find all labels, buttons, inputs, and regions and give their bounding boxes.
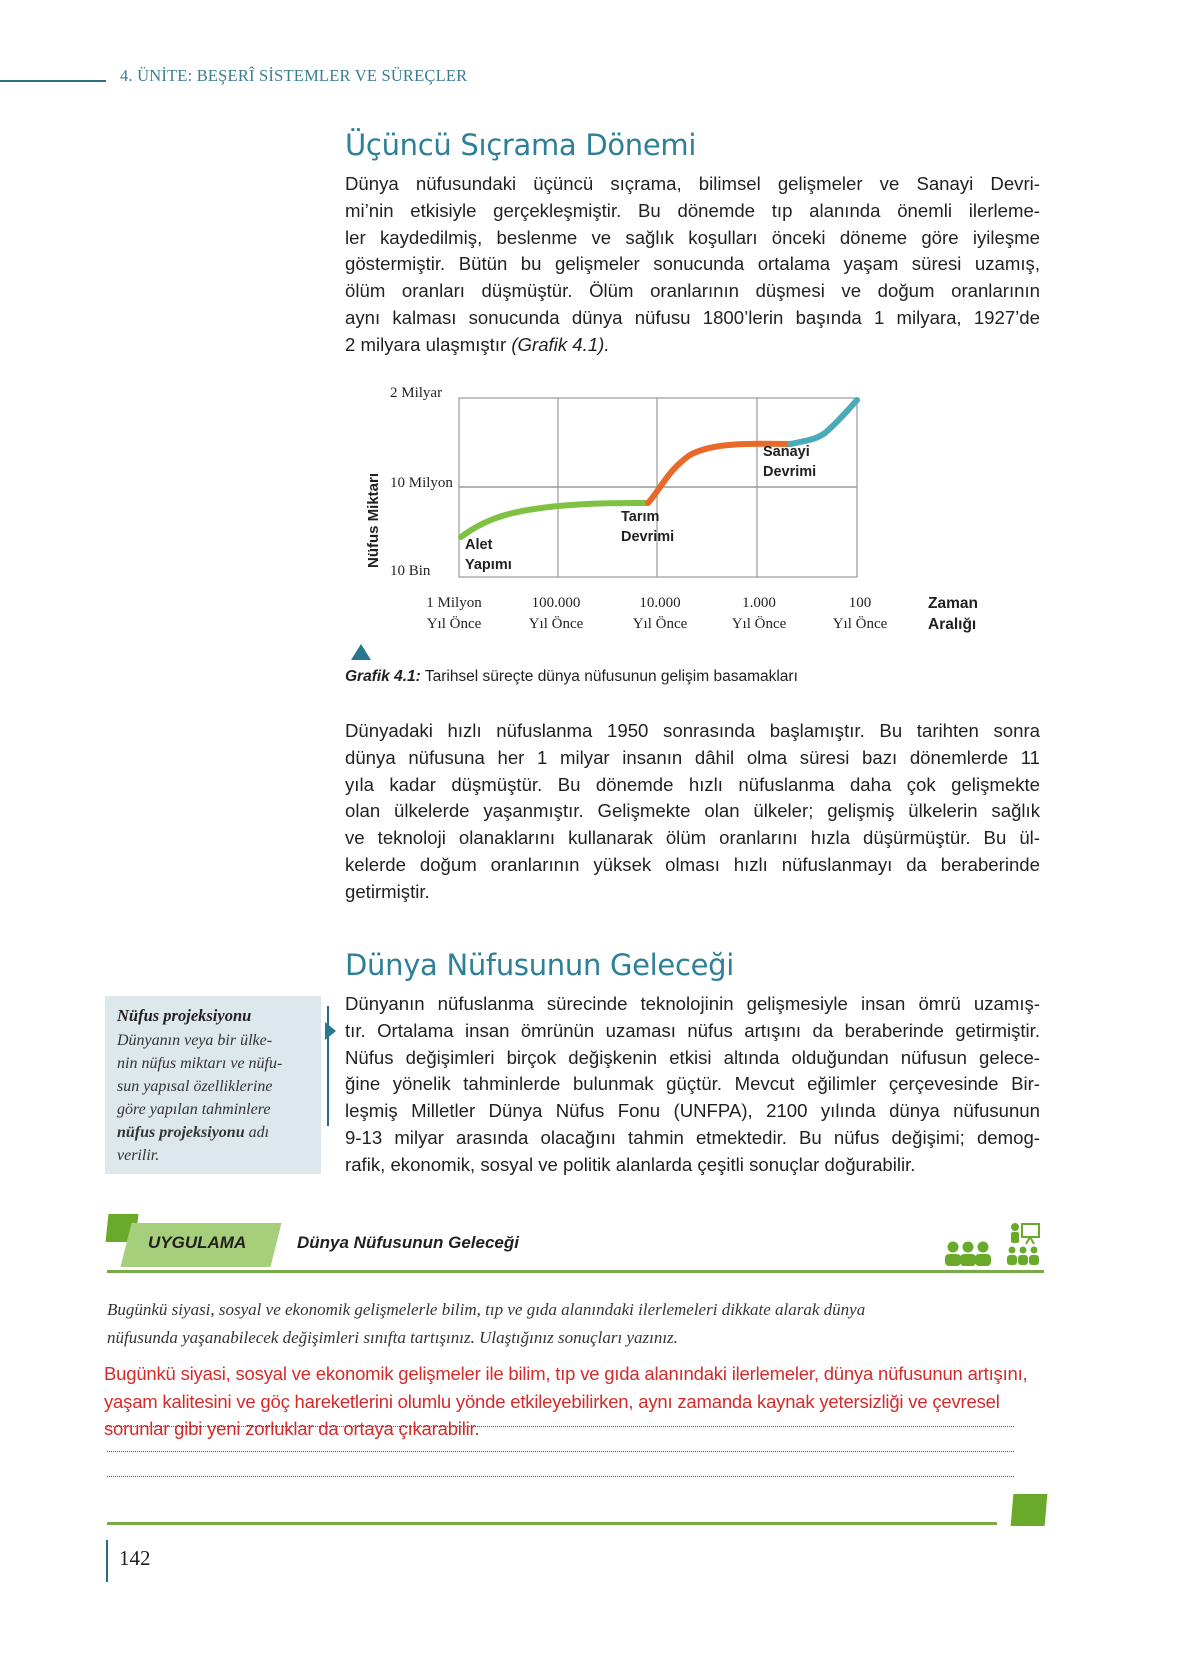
y-tick-2-billion: 2 Milyar xyxy=(390,385,443,401)
triangle-marker-icon xyxy=(351,644,371,660)
page-number: 142 xyxy=(119,1546,151,1570)
pointer-arrow-icon xyxy=(325,1022,336,1040)
y-axis-label: Nüfus Miktarı xyxy=(365,472,382,568)
tick-line: 1.000 xyxy=(742,595,776,611)
tick-line: Yıl Önce xyxy=(426,616,482,632)
tick-line: Yıl Önce xyxy=(528,616,584,632)
tick-line: Yıl Önce xyxy=(832,616,888,632)
prompt-line: nüfusunda yaşanabilecek değişimleri sınıfta tartışınız. Ulaştığınız sonuçları yazınız. xyxy=(107,1328,678,1347)
x-tick-1-million xyxy=(404,593,504,635)
definition-line: nin nüfus miktarı ve nüfu- xyxy=(117,1055,283,1072)
definition-text xyxy=(117,1029,309,1167)
annotation-agricultural-revolution xyxy=(621,507,674,547)
tick-line: 100 xyxy=(848,595,872,611)
section-title-third-leap: Üçüncü Sıçrama Dönemi xyxy=(345,128,697,162)
text-fragment: 2 milyara ulaşmıştır xyxy=(345,333,512,355)
text-line: mi’nin etkisiyle gerçekleşmiştir. Bu dönemde tıp alanında önemli ilerleme- xyxy=(345,199,1040,221)
text-line: ğine yönelik tahminlerde bulunmak güçtür. Mevcut eğilimler çerçevesinde Bir- xyxy=(345,1073,1040,1095)
y-tick-10-thousand: 10 Bin xyxy=(390,563,431,579)
text-line: Dünyanın nüfuslanma sürecinde teknolojinin gelişmesiyle insan ömrü uzamış- xyxy=(345,993,1040,1014)
definition-fragment: adı xyxy=(244,1124,270,1141)
caption-text: Tarihsel süreçte dünya nüfusunun gelişim basamakları xyxy=(420,668,798,685)
definition-bold: nüfus projeksiyonu xyxy=(117,1124,245,1141)
annotation-line: Sanayi xyxy=(763,444,810,460)
definition-line: verilir. xyxy=(117,1147,160,1164)
text-line: Dünya nüfusundaki üçüncü sıçrama, bilimsel gelişmeler ve Sanayi Devri- xyxy=(345,173,1040,194)
text-line xyxy=(345,332,1040,359)
tick-line: 10.000 xyxy=(639,595,681,611)
text-line: ve teknoloji olanaklarını kullanarak ölüm oranlarını hızla düşürmüştür. Bu ül- xyxy=(345,827,1040,849)
activity-title: Dünya Nüfusunun Geleceği xyxy=(297,1233,519,1252)
y-tick-10-million: 10 Milyon xyxy=(390,475,453,491)
prompt-line: Bugünkü siyasi, sosyal ve ekonomik gelişmelerle bilim, tıp ve gıda alanındaki ilerlemeleri dikkate alarak dünya xyxy=(107,1300,866,1319)
text-line: leşmiş Milletler Dünya Nüfus Fonu (UNFPA), 2100 yılında dünya nüfusunun xyxy=(345,1100,1040,1122)
presentation-icon xyxy=(1004,1222,1048,1268)
activity-tag: UYGULAMA xyxy=(148,1233,247,1252)
text-line: tır. Ortalama insan ömrünün uzaması nüfus artışını da beraberinde getirmiştir. xyxy=(345,1019,1040,1041)
answer-text-line: Bugünkü siyasi, sosyal ve ekonomik gelişmeler ile bilim, tıp ve gıda alanındaki ilerlemeler, dünya nüfusunun artışını, xyxy=(104,1363,1028,1384)
header-rule xyxy=(0,80,106,82)
definition-line: sun yapısal özelliklerine xyxy=(117,1078,273,1095)
text-line: yıla kadar düşmüştür. Bu dönemde hızlı nüfuslanma daha çok gelişmekte xyxy=(345,773,1040,795)
definition-term: Nüfus projeksiyonu xyxy=(117,1006,252,1025)
x-tick-10000 xyxy=(610,593,710,635)
page-number-bar xyxy=(106,1540,108,1582)
text-line: 9-13 milyar arasında olacağını tahmin etmektedir. Bu nüfus değişimi; demog- xyxy=(345,1126,1040,1148)
label-line: Aralığı xyxy=(928,616,977,633)
tick-line: 100.000 xyxy=(531,595,581,611)
answer-text-line: yaşam kalitesini ve göç hareketlerini olumlu yönde etkileyebilirken, aynı zamanda kaynak yetersizliği ve çevresel xyxy=(104,1390,1000,1412)
unit-title: 4. ÜNİTE: BEŞERÎ SİSTEMLER VE SÜREÇLER xyxy=(120,66,468,85)
figure-caption xyxy=(345,668,798,686)
x-axis-label xyxy=(928,593,978,635)
annotation-industrial-revolution xyxy=(763,442,816,482)
answer-line[interactable] xyxy=(107,1476,1014,1477)
definition-line: Dünyanın veya bir ülke- xyxy=(117,1032,273,1049)
annotation-line: Alet xyxy=(465,537,493,553)
section2-paragraph xyxy=(345,991,1040,1179)
text-line: Dünyadaki hızlı nüfuslanma 1950 sonrasında başlamıştır. Bu tarihten sonra xyxy=(345,720,1040,741)
tick-line: 1 Milyon xyxy=(426,595,482,611)
tick-line: Yıl Önce xyxy=(731,616,787,632)
activity-end-square xyxy=(1011,1494,1048,1526)
annotation-line: Yapımı xyxy=(465,557,512,573)
definition-line xyxy=(117,1121,309,1144)
definition-line: göre yapılan tahminlere xyxy=(117,1101,271,1118)
text-line: dünya nüfusuna her 1 milyar insanın dâhil olma süresi bazı dönemlerde 11 xyxy=(345,746,1040,768)
caption-label: Grafik 4.1: xyxy=(345,668,421,685)
answer-text-line: sorunlar gibi yeni zorluklar da ortaya çıkarabilir. xyxy=(104,1418,480,1439)
annotation-line: Devrimi xyxy=(763,464,817,480)
text-line: rafik, ekonomik, sosyal ve politik alanlarda çeşitli sonuçlar doğurabilir. xyxy=(345,1153,916,1175)
figure-reference: (Grafik 4.1). xyxy=(511,333,610,355)
text-line: aynı kalması sonucunda dünya nüfusu 1800’lerin başında 1 milyara, 1927’de xyxy=(345,306,1040,328)
annotation-line: Devrimi xyxy=(621,529,675,545)
section1-paragraph xyxy=(345,171,1040,359)
activity-prompt xyxy=(107,1296,1027,1352)
answer-line[interactable] xyxy=(107,1451,1014,1452)
activity-bottom-rule xyxy=(107,1522,997,1525)
text-line: getirmiştir. xyxy=(345,880,430,902)
label-line: Zaman xyxy=(928,595,978,612)
x-tick-100000 xyxy=(506,593,606,635)
section-title-population-future: Dünya Nüfusunun Geleceği xyxy=(345,948,735,982)
text-line: kelerde doğum oranlarının yüksek olması hızlı nüfuslanmayı da beraberinde xyxy=(345,853,1040,875)
x-tick-100 xyxy=(810,593,910,635)
handwritten-answer xyxy=(104,1360,1184,1443)
annotation-tool-making xyxy=(465,535,512,575)
text-line: Nüfus değişimleri birçok değişkenin etkisi altında olduğundan nüfusun gelece- xyxy=(345,1046,1040,1068)
x-tick-1000 xyxy=(709,593,809,635)
text-line: ler kaydedilmiş, beslenme ve sağlık koşulları önceki döneme göre iyileşme xyxy=(345,226,1040,248)
text-line: ölüm oranları düşmüştür. Ölüm oranlarının düşmesi ve doğum oranlarının xyxy=(345,280,1040,302)
activity-rule xyxy=(107,1270,1044,1273)
text-line: olan ülkelerde yaşanmıştır. Gelişmekte olan ülkeler; gelişmiş ülkelerin sağlık xyxy=(345,800,1040,822)
definition-box xyxy=(105,996,321,1174)
tick-line: Yıl Önce xyxy=(632,616,688,632)
annotation-line: Tarım xyxy=(621,509,660,525)
rapid-growth-paragraph xyxy=(345,718,1040,906)
text-line: göstermiştir. Bütün bu gelişmeler sonucunda ortalama yaşam süresi uzamış, xyxy=(345,253,1040,275)
